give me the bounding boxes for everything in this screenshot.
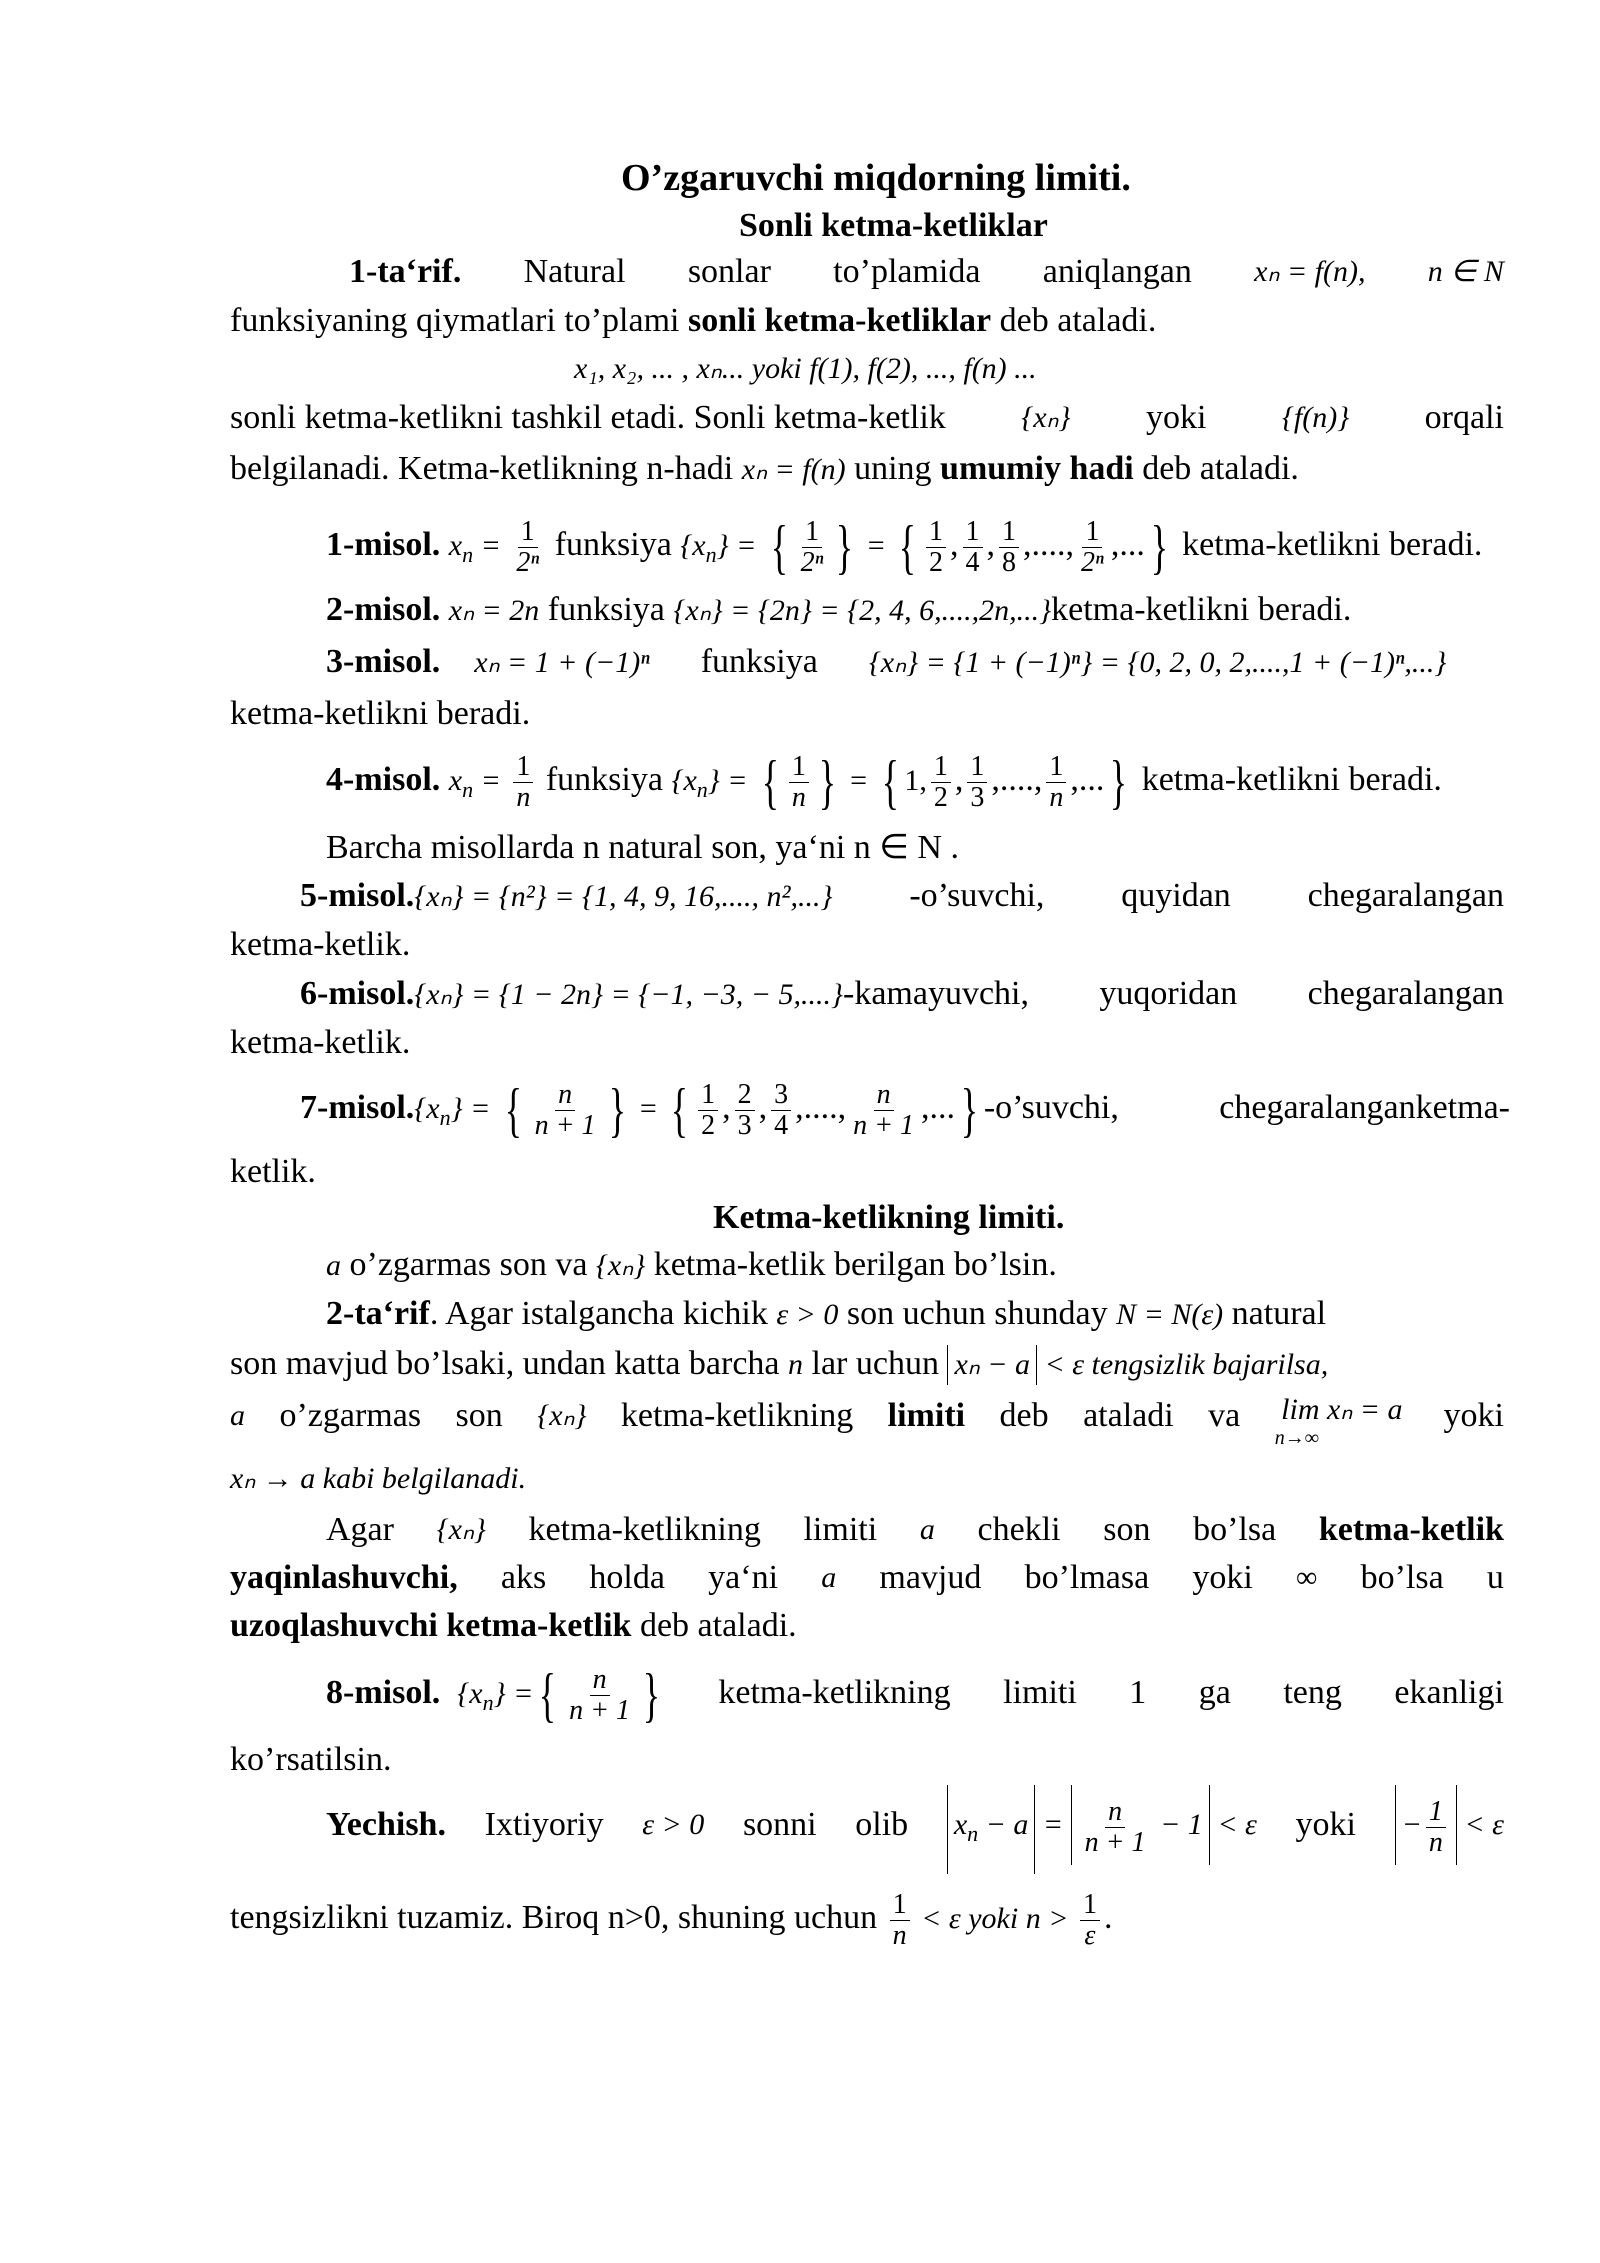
example-3-cont xyxy=(230,694,530,734)
formula: $\{x_n\}$ = xyxy=(671,764,748,802)
text-span: tengsizlikni tuzamiz. Biroq n>0, shuning uchun xyxy=(230,1899,886,1936)
limit-expression: lim xₙ = a xyxy=(1281,1393,1403,1426)
formula: {xₙ} = {2n} = {2, 4, 6,....,2n,...} xyxy=(673,594,1052,627)
text-span: natural xyxy=(1223,1295,1327,1332)
fraction xyxy=(513,752,533,813)
def1-word: aniqlangan xyxy=(1042,253,1192,290)
para3-line2 xyxy=(230,1558,1504,1598)
def2-line1 xyxy=(326,1294,1326,1335)
page-subtitle: Sonli ketma-ketliklar xyxy=(739,207,1048,244)
denominator: n xyxy=(892,1919,907,1951)
example-label: 3-misol. xyxy=(326,643,441,680)
text-span: son xyxy=(1103,1511,1151,1548)
text-span: yoki xyxy=(1192,1559,1253,1596)
formula: xₙ = 2n xyxy=(448,594,540,627)
def2-line2 xyxy=(230,1344,1328,1385)
formula: {xₙ} = {n²} = {1, 4, 9, 16,...., n²,...} xyxy=(414,880,833,913)
solution-label: Yechish. xyxy=(326,1806,446,1843)
text-span: son mavjud bo’lsaki, undan katta barcha xyxy=(230,1345,789,1382)
fraction: $\frac{1}{4}$ xyxy=(963,517,983,578)
text-span: sonni xyxy=(742,1806,817,1843)
def1-word: Natural xyxy=(523,253,626,290)
text-span: -kamayuvchi, xyxy=(843,975,1029,1012)
text-span: bo’lmasa xyxy=(1024,1559,1150,1596)
example-3 xyxy=(326,642,1446,683)
text-span: deb xyxy=(999,1397,1049,1434)
right-brace: } xyxy=(836,514,854,581)
text-span: bo’lsa xyxy=(1360,1559,1444,1596)
numerator: n xyxy=(874,1080,894,1111)
text-span: sonli ketma-ketlikni tashkil etadi. Sonli ketma-ketlik xyxy=(230,399,946,436)
fraction xyxy=(566,1665,633,1726)
limit-subscript: n→∞ xyxy=(1274,1427,1319,1449)
text-span: son xyxy=(455,1397,503,1434)
right-brace: } xyxy=(1150,514,1168,581)
absolute-value: xₙ − a xyxy=(947,1345,1037,1385)
def1-label: 1-ta‘rif. xyxy=(349,253,462,290)
formula: $x_n$ = xyxy=(448,529,501,567)
example-label: 4-misol. xyxy=(326,761,441,798)
formula: {xₙ} xyxy=(1021,401,1071,434)
formula: $x_n$ = xyxy=(448,764,501,802)
solution-label-text: Yechish xyxy=(326,1806,438,1843)
example-label: 8-misol. xyxy=(326,1674,441,1711)
text-span: orqali xyxy=(1424,399,1504,436)
formula: $\{x_n\}$ = xyxy=(680,529,757,567)
text-span: funksiya xyxy=(700,643,818,680)
text-span: ya‘ni xyxy=(708,1559,779,1596)
example-4: 4-misol. $x_n$ = $\frac{1}{n}$ funksiya $\{x_n\}$ = { $\frac{1}{n}$ } = { 1, $\frac{1}{2}$ , $\frac{1}{3}$ ,...., $\frac{1}{n}$ ,...} ketma-ketlikni beradi. xyxy=(326,749,1442,816)
text-span: teng xyxy=(1283,1674,1342,1711)
numerator: 1 xyxy=(1426,1797,1446,1828)
formula: − $\frac{1}{n}$ < ε xyxy=(1395,1785,1504,1874)
text-span: chegaralangan xyxy=(1307,975,1504,1012)
example-label: 5-misol. xyxy=(300,877,415,914)
text-span: belgilanadi. Ketma-ketlikning n-hadi xyxy=(230,450,742,487)
text-span: -o’suvchi, xyxy=(909,877,1045,914)
text-span: chekli xyxy=(977,1511,1061,1548)
formula: ε > 0 xyxy=(642,1808,705,1841)
example-6-cont: ketma-ketlik. xyxy=(230,1024,411,1061)
text-span: chegaralanganketma- xyxy=(1219,1089,1510,1126)
example-7: $7-misol.\{x_n\}$ = { $\frac{n}{n + 1}$ } = { $\frac{1}{2}$ , $\frac{2}{3}$ , $\frac{3}{4}$ ,...., $\frac{n}{n + 1}$ ,...} -o’suvchi, chegaralanganketma- xyxy=(300,1070,1510,1156)
infinity-symbol: ∞ xyxy=(1296,1561,1318,1594)
denominator: 2ⁿ xyxy=(1081,546,1104,578)
text-span: va xyxy=(1208,1397,1241,1434)
fraction xyxy=(1080,1890,1100,1951)
formula: {xₙ} xyxy=(436,1513,486,1546)
text-span: uning xyxy=(845,450,941,487)
text-span: Ixtiyoriy xyxy=(484,1806,604,1843)
text-span: funksiyaning qiymatlari to’plami xyxy=(230,302,688,339)
text-span: ketma-ketlikni beradi. xyxy=(1141,761,1442,798)
formula: {xₙ} = {1 − 2n} = {−1, −3, − 5,....} xyxy=(414,978,843,1011)
bold-term: yaqinlashuvchi, xyxy=(230,1559,458,1596)
formula: xₙ = f(n) xyxy=(741,453,846,486)
bold-term: sonli ketma-ketliklar xyxy=(687,302,992,339)
left-brace: { xyxy=(898,514,917,581)
text-span: u xyxy=(1486,1559,1504,1596)
para3-line1 xyxy=(326,1510,1504,1550)
fraction xyxy=(513,517,542,578)
section-heading: Ketma-ketlikning limiti. xyxy=(713,1199,1065,1236)
text-span: yuqoridan xyxy=(1099,975,1238,1012)
text-span: Agar xyxy=(326,1511,394,1548)
fraction: $\frac{1}{8}$ xyxy=(999,517,1019,578)
formula: xₙ = 1 + (−1)ⁿ xyxy=(474,646,650,679)
def1-line2 xyxy=(230,301,1156,341)
text-span: 1 xyxy=(1129,1674,1147,1711)
denominator: ε xyxy=(1084,1919,1096,1951)
example-label: 7-misol. xyxy=(300,1089,415,1126)
numerator: 1 xyxy=(513,752,533,783)
text-span: aks xyxy=(500,1559,547,1596)
text-span: ketma-ketlikning xyxy=(528,1511,761,1548)
formula: $\{x_n\}$ = xyxy=(457,1677,534,1715)
formula: {f(n)} xyxy=(1281,401,1350,434)
formula: N = N(ε) xyxy=(1116,1298,1224,1331)
text-span: ketma-ketlikni beradi. xyxy=(1051,591,1352,628)
denominator: n + 1 xyxy=(534,1109,596,1141)
text-span: quyidan xyxy=(1121,877,1231,914)
denominator: n xyxy=(516,781,531,813)
text-span: o’zgarmas son va xyxy=(341,1246,596,1283)
formula: {xₙ} = {1 + (−1)ⁿ} = {0, 2, 0, 2,....,1 + (−1)ⁿ,...} xyxy=(868,646,1447,679)
formula: {xₙ} xyxy=(595,1249,646,1282)
fraction: $\frac{1}{2}$ xyxy=(931,752,951,813)
formula: {xₙ} xyxy=(537,1399,587,1432)
denominator: n + 1 xyxy=(569,1694,631,1726)
text-span: o’zgarmas xyxy=(279,1397,422,1434)
formula: ε > 0 xyxy=(776,1298,839,1331)
denominator: 2ⁿ xyxy=(800,546,824,578)
para3-line3 xyxy=(230,1606,797,1646)
numerator: n xyxy=(590,1665,610,1696)
example-6 xyxy=(300,974,1504,1015)
fraction xyxy=(890,1890,910,1951)
text-span: ataladi xyxy=(1083,1397,1174,1434)
def1-seq-line xyxy=(574,348,1037,389)
example-1: 1-misol. $x_n$ = $\frac{1}{\text{2ⁿ}}$ funksiya $\{x_n\}$ = { $\frac{1}{\text{2ⁿ}}$ } = { $\frac{1}{2}$ , $\frac{1}{4}$ , $\frac{1}{8}$ ,...., $\frac{1}{\text{2ⁿ}}$ ,...} ketma-ketlikni beradi. xyxy=(326,514,1483,581)
text-span: funksiya xyxy=(545,761,663,798)
def1-line5 xyxy=(230,449,1299,490)
text-span: son uchun shunday xyxy=(838,1295,1117,1332)
text-span: mavjud xyxy=(879,1559,982,1596)
text-span: < ε yoki xyxy=(913,1902,1026,1935)
numerator: 1 xyxy=(1046,752,1066,783)
formula: a xyxy=(919,1513,935,1546)
text-span: yoki xyxy=(1145,399,1207,436)
equals: = xyxy=(867,529,885,562)
example-5 xyxy=(300,876,1504,917)
numerator: 1 xyxy=(518,517,538,548)
text-span: ga xyxy=(1198,1674,1231,1711)
def2-line3 xyxy=(230,1393,1504,1452)
solution-line2: tengsizlikni tuzamiz. Biroq n>0, shuning uchun $\frac{1}{n}$ < ε yoki n > $\frac{1}{\varepsilon}$ . xyxy=(230,1888,1113,1951)
formula: a xyxy=(230,1399,245,1432)
denominator: n + 1 xyxy=(853,1109,915,1141)
bold-term: ketma-ketlik xyxy=(1318,1511,1504,1548)
text-span: ketma-ketlikning xyxy=(620,1397,854,1434)
example-2 xyxy=(326,590,1351,631)
text-span: < ε tengsizlik bajarilsa, xyxy=(1036,1348,1329,1381)
denominator: n xyxy=(791,781,806,813)
example-8-cont: ko’rsatilsin. xyxy=(230,1741,392,1778)
sequence-formula: x₁, x₂, ... , xₙ... yoki f(1), f(2), ..., f(n) ... xyxy=(574,352,1037,385)
text-span: deb ataladi. xyxy=(1133,450,1299,487)
solution-line1 xyxy=(326,1785,1504,1874)
text-span: ketma-ketlikni beradi. xyxy=(230,695,531,732)
page-title: O’zgaruvchi miqdorning limiti. xyxy=(621,157,1131,199)
denominator: n xyxy=(1428,1826,1443,1858)
definition-label: 2-ta‘rif xyxy=(326,1295,430,1332)
fraction xyxy=(532,1080,599,1141)
example-8: 8-misol. $\{x_n\}$ ={ $\frac{n}{n + 1}$ } ketma-ketlikning limiti 1 ga teng ekanligi xyxy=(326,1655,1504,1741)
def1-word: sonlar xyxy=(687,253,771,290)
numerator: n xyxy=(555,1080,575,1111)
text-span: deb ataladi. xyxy=(991,302,1157,339)
text-span: lar uchun xyxy=(803,1345,948,1382)
formula: a xyxy=(326,1249,341,1282)
text-span: xₙ → a kabi belgilanadi. xyxy=(230,1462,527,1495)
text-span: yoki xyxy=(1295,1806,1356,1843)
formula: a xyxy=(821,1561,837,1594)
example-label: 2-misol. xyxy=(326,591,441,628)
text-span: . Agar istalgancha kichik xyxy=(429,1295,777,1332)
text-span: funksiya xyxy=(554,526,672,563)
limit-formula xyxy=(1274,1393,1409,1452)
text-span: deb ataladi. xyxy=(631,1607,797,1644)
denominator: 2ⁿ xyxy=(516,546,540,578)
formula: $x_n - a$ = $\frac{n}{n + 1}$ − 1 < ε xyxy=(947,1785,1257,1874)
fraction: $\frac{1}{2}$ xyxy=(926,517,946,578)
left-brace: { xyxy=(770,514,788,581)
formula: n > xyxy=(1025,1902,1076,1935)
bold-term: uzoqlashuvchi ketma-ketlik xyxy=(230,1607,632,1644)
def1-formula: xₙ = f(n), xyxy=(1254,255,1366,288)
fraction xyxy=(1078,517,1107,578)
bold-term: umumiy hadi xyxy=(940,450,1134,487)
bold-term: limiti xyxy=(887,1397,966,1434)
text-span: holda xyxy=(589,1559,665,1596)
def1-word: to’plamida xyxy=(833,253,981,290)
numerator: 1 xyxy=(1080,1890,1100,1921)
example-7-cont: ketlik. xyxy=(230,1153,316,1190)
def1-line1 xyxy=(349,252,1504,292)
text-span: limiti xyxy=(803,1511,878,1548)
def1-line4 xyxy=(230,398,1504,438)
numerator: 1 xyxy=(802,517,822,548)
fraction xyxy=(789,752,809,813)
fraction: $\frac{1}{3}$ xyxy=(967,752,987,813)
numerator: n xyxy=(1105,1797,1125,1828)
denominator: n xyxy=(1049,781,1064,813)
text-span: -o’suvchi, xyxy=(983,1089,1119,1126)
text-span: ketma-ketlikning xyxy=(718,1674,951,1711)
def2-line4 xyxy=(230,1458,526,1499)
denominator: n + 1 xyxy=(1084,1826,1146,1858)
text-span: chegaralangan xyxy=(1307,877,1504,914)
numerator: 1 xyxy=(890,1890,910,1921)
example-label: 1-misol. xyxy=(326,526,441,563)
example-5-cont: ketma-ketlik. xyxy=(230,926,411,963)
text-span: yoki xyxy=(1443,1397,1504,1434)
text-span: ketma-ketlikni beradi. xyxy=(1182,526,1483,563)
text-span: limiti xyxy=(1003,1674,1077,1711)
fraction xyxy=(850,1080,917,1141)
text-span: bo’lsa xyxy=(1193,1511,1277,1548)
text-span: ketma-ketlik berilgan bo’lsin. xyxy=(645,1246,1057,1283)
def1-domain: n ∈ N xyxy=(1427,255,1504,288)
fraction xyxy=(1046,752,1066,813)
fraction xyxy=(798,517,827,578)
numerator: 1 xyxy=(1082,517,1102,548)
formula: $\{x_n\}$ = xyxy=(414,1092,491,1130)
text-span: funksiya xyxy=(539,591,674,628)
formula: n xyxy=(788,1348,804,1381)
note-line: Barcha misollarda n natural son, ya‘ni n ∈ N . xyxy=(326,829,959,866)
intro2 xyxy=(326,1245,1057,1286)
text-span: olib xyxy=(855,1806,909,1843)
numerator: 1 xyxy=(789,752,809,783)
example-label: 6-misol. xyxy=(300,975,415,1012)
text-span: ekanligi xyxy=(1394,1674,1504,1711)
